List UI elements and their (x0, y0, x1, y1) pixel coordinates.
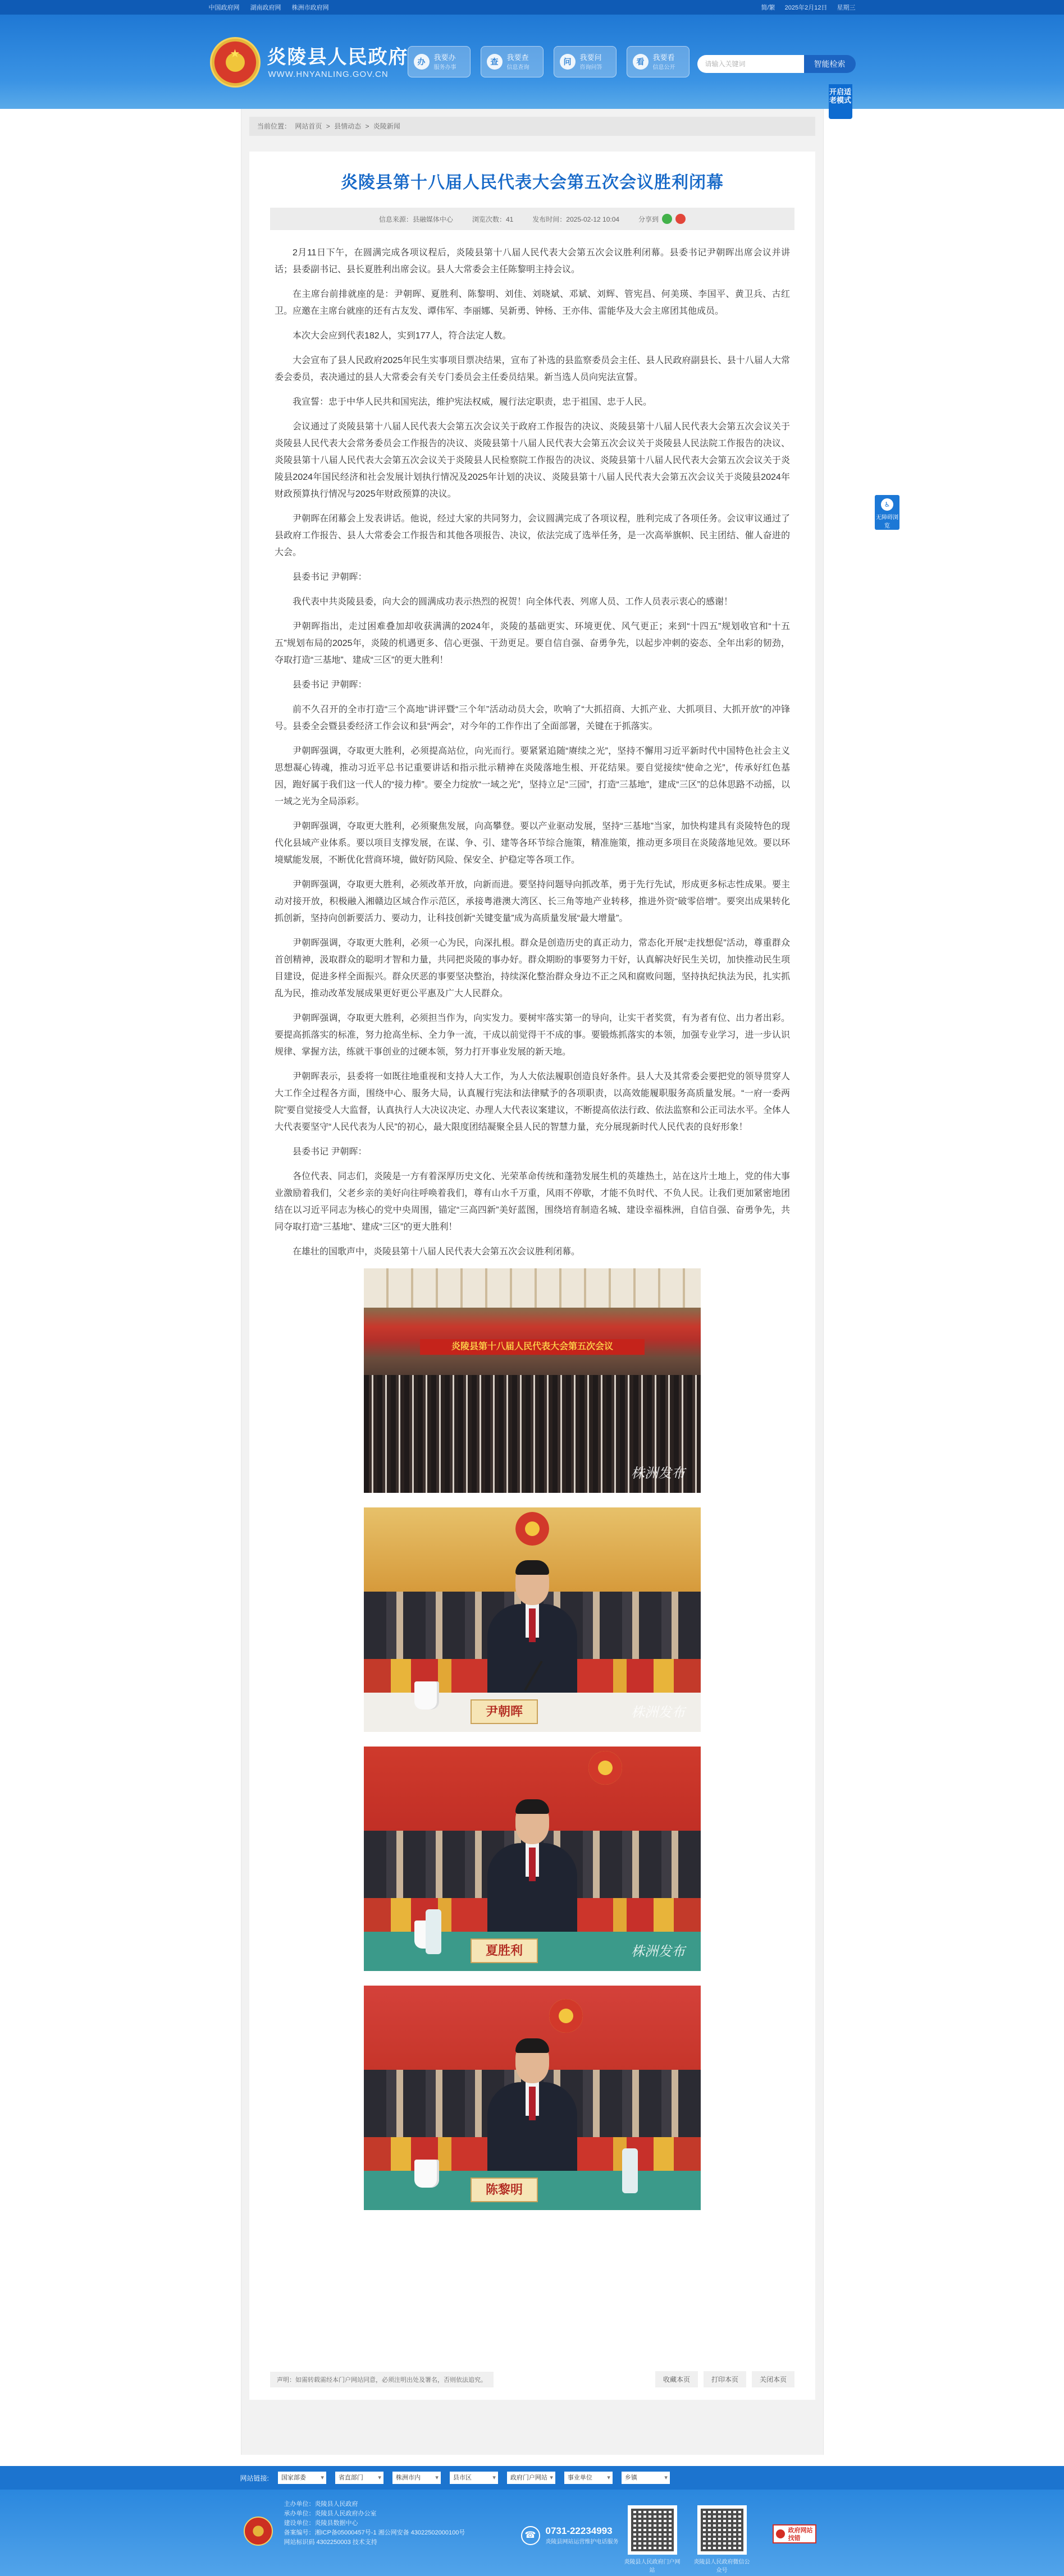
wechat-share-icon[interactable] (662, 214, 672, 224)
article-paragraph: 本次大会应到代表182人，实到177人，符合法定人数。 (293, 331, 512, 341)
speaker-figure (487, 2042, 577, 2176)
bookmark-button[interactable]: 收藏本页 (655, 2371, 698, 2387)
article-source: 信息来源：县融媒体中心 (378, 215, 453, 223)
nameplate: 尹朝晖 (471, 1699, 538, 1724)
reprint-notice: 声明：如需转载需经本门户网站同意，必须注明出处及署名，否则依法追究。 (270, 2372, 494, 2387)
footer-phone (521, 2525, 619, 2545)
footer-line: 主办单位：炎陵县人民政府 (284, 2501, 358, 2508)
link-select[interactable]: 省直部门 ▾ (335, 2472, 383, 2484)
question-icon: 问 (560, 54, 576, 70)
article-paragraph: 县委书记 尹朝晖： (293, 680, 367, 690)
accessibility-label: 无障碍浏览 (876, 515, 898, 529)
quick-sublabel: 信息查询 (506, 64, 529, 71)
emblem-icon (549, 1999, 583, 2033)
quick-label: 我要查 (506, 53, 529, 62)
ceiling (364, 1268, 701, 1308)
emblem-icon (515, 1512, 549, 1546)
speaker-figure (487, 1803, 577, 1937)
tea-cup (414, 2160, 439, 2188)
speaker-photo (364, 1747, 701, 1971)
nameplate: 夏胜利 (471, 1938, 538, 1963)
article-paragraph: 在主席台前排就座的是：尹朝晖、夏胜利、陈黎明、刘佳、刘晓斌、邓斌、刘辉、管宪昌、何美瑛、李国平、黄卫兵、古红卫。应邀在主席台就座的还有古友发、谭伟军、李丽娜、吴新勇、钟杨、王亦伟、雷能华及大会主席团其他成员。 (275, 290, 790, 316)
footer-info (284, 2500, 465, 2547)
main-content (241, 109, 824, 2455)
current-weekday: 星期三 (837, 4, 856, 11)
quick-sublabel: 信息公开 (652, 64, 675, 71)
site-search (697, 55, 856, 73)
phone-icon: ☎ (521, 2526, 540, 2545)
top-link[interactable]: 株洲市政府网 (291, 4, 329, 11)
breadcrumb-section[interactable]: 县情动态 (334, 122, 362, 130)
phone-caption: 炎陵县网站运营维护电话服务 (545, 2539, 619, 2545)
wechat-qr-code (697, 2505, 747, 2555)
current-date: 2025年2月12日 (784, 4, 828, 11)
link-select[interactable]: 县市区 ▾ (450, 2472, 498, 2484)
article-paragraph: 在雄壮的国歌声中，炎陵县第十八届人民代表大会第五次会议胜利闭幕。 (293, 1247, 581, 1257)
elderly-mode-button[interactable]: 开启适老模式 (829, 84, 852, 119)
search-button[interactable]: 智能检索 (804, 55, 856, 73)
article-paragraph: 尹朝晖强调，夺取更大胜利，必须提高站位，向光而行。要紧紧追随“赓续之光”，坚持不懈用习近平新时代中国特色社会主义思想凝心铸魂，推动习近平总书记重要讲话和指示批示精神在炎陵落地生根、开花结果。要自觉接续“使命之光”，传承好红色基因，跑好属于我们这一代人的“接力棒”。要全力绽放“一域之光”，坚持立足“三园”，打造“三基地”，建成“三区”的总体思路不动摇，以一域之光为全局添彩。 (275, 746, 790, 806)
article-actions (655, 2371, 794, 2387)
link-select[interactable]: 事业单位 ▾ (564, 2472, 613, 2484)
breadcrumb-sep: > (365, 122, 369, 130)
link-select[interactable]: 政府门户网站 ▾ (507, 2472, 555, 2484)
footer-line: 建设单位：炎陵县数据中心 (284, 2520, 358, 2527)
quick-sublabel: 咨询问答 (579, 64, 602, 71)
article-paragraph: 前不久召开的全市打造“三个高地”讲评暨“三个年”活动动员大会，吹响了“大抓招商、大抓产业、大抓项目、大抓开放”的冲锋号。县委全会暨县委经济工作会议和县“两会”，对今年的工作作出了全面部署，关键在于抓落实。 (275, 705, 790, 731)
link-select[interactable]: 国家部委 ▾ (278, 2472, 326, 2484)
site-header (0, 15, 1064, 109)
search-input[interactable]: 请输入关键词 (697, 55, 804, 73)
gov-error-report-badge[interactable]: 政府网站找错 (773, 2524, 816, 2543)
site-footer (0, 2490, 1064, 2576)
breadcrumb-current[interactable]: 炎陵新闻 (373, 122, 400, 130)
breadcrumb (249, 117, 815, 136)
close-page-button[interactable]: 关闭本页 (752, 2371, 794, 2387)
top-link[interactable]: 湖南政府网 (250, 4, 281, 11)
article (249, 152, 815, 2400)
accessibility-float-button[interactable] (875, 495, 899, 530)
site-url: WWW.HNYANLING.GOV.CN (268, 70, 389, 79)
quick-sublabel: 服务办事 (433, 64, 456, 71)
article-views: 浏览次数：41 (472, 215, 514, 223)
qr-caption: 炎陵县人民政府门户网站 (624, 2559, 681, 2574)
article-paragraph: 2月11日下午，在圆满完成各项议程后，炎陵县第十八届人民代表大会第五次会议胜利闭幕。县委书记尹朝晖出席会议并讲话；县委副书记、县长夏胜利出席会议。县人大常委会主任陈黎明主持会议。 (275, 248, 790, 274)
quick-label: 我要问 (579, 53, 602, 62)
water-bottle (622, 2148, 638, 2193)
share-label: 分享到 (638, 215, 659, 223)
accessibility-icon: ♿ (881, 498, 893, 511)
quick-service-bar (408, 46, 689, 77)
language-toggle[interactable]: 简/繁 (761, 4, 775, 11)
top-links (209, 3, 338, 12)
meeting-banner: 炎陵县第十八届人民代表大会第五次会议 (420, 1339, 645, 1355)
party-emblem-icon (244, 2517, 273, 2546)
photo-signature: 株洲发布 (631, 1944, 685, 1959)
article-footer-tools (270, 2371, 794, 2387)
emblem-icon (588, 1751, 622, 1785)
article-paragraph: 我代表中共炎陵县委，向大会的圆满成功表示热烈的祝贺！向全体代表、列席人员、工作人员表示衷心的感谢！ (293, 597, 733, 607)
footer-line[interactable]: 备案编号：湘ICP备05000457号-1 湘公网安备 43022502000100号 (284, 2529, 465, 2536)
top-bar (0, 0, 1064, 15)
quick-service-query[interactable] (481, 46, 544, 77)
article-paragraph: 县委书记 尹朝晖： (293, 1147, 367, 1157)
article-title: 炎陵县第十八届人民代表大会第五次会议胜利闭幕 (341, 173, 724, 192)
article-paragraph: 尹朝晖强调，夺取更大胜利，必须担当作为，向实发力。要树牢落实第一的导向，让实干者奖赏，有为者有位、出力者出彩。要提高抓落实的标准，努力抢高坐标、全力争一流，干成以前觉得干不成的事。要锻炼抓落实的本领，加强专业学习，进一步认识规律、掌握方法，练就干事创业的过硬本领，努力打开事业发展的新天地。 (275, 1014, 790, 1057)
footer-line: 网站标识码 4302250003 技术支持 (284, 2539, 377, 2546)
speaker-photo (364, 1986, 701, 2210)
nameplate: 陈黎明 (471, 2178, 538, 2202)
article-paragraph: 县委书记 尹朝晖： (293, 572, 367, 582)
water-bottle (426, 1909, 441, 1954)
quick-label: 我要看 (652, 53, 675, 62)
link-select[interactable]: 株洲市内 ▾ (392, 2472, 441, 2484)
weibo-share-icon[interactable] (675, 214, 686, 224)
article-paragraph: 尹朝晖在闭幕会上发表讲话。他说，经过大家的共同努力，会议圆满完成了各项议程，胜利完成了各项任务。会议审议通过了县政府工作报告、县人大常委会工作报告和其他各项报告、决议，依法完成了选举任务，是一次高举旗帜、民主团结、催人奋进的大会。 (275, 514, 790, 557)
search-doc-icon: 查 (487, 54, 503, 70)
photo-signature: 株洲发布 (631, 1465, 685, 1481)
photo-signature: 株洲发布 (631, 1704, 685, 1720)
share-bar (638, 214, 686, 224)
breadcrumb-home[interactable]: 网站首页 (295, 122, 322, 130)
service-icon: 办 (414, 54, 430, 70)
link-select[interactable]: 乡镇 ▾ (622, 2472, 670, 2484)
article-paragraph: 尹朝晖强调，夺取更大胜利，必须改革开放，向新而进。要坚持问题导向抓改革，勇于先行先试，形成更多标志性成果。要主动对接开放，积极融入湘赣边区域合作示范区，承接粤港澳大湾区、长三角等地产业转移，推进外资“破零倍增”。要突出成果转化抓创新，坚持向创新要活力、要动力，让科技创新“关键变量”成为高质量发展“最大增量”。 (275, 880, 790, 923)
tea-cup (414, 1681, 439, 1709)
article-paragraph: 尹朝晖指出，走过困难叠加却收获满满的2024年，炎陵的基础更实、环境更优、风气更正；来到“十四五”规划收官和“十五五”规划布局的2025年，炎陵的机遇更多、信心更强、干劲更足。要自信自强、奋勇争先，以起步冲刺的姿态、全年出彩的韧劲，夺取打造“三基地”、建成“三区”的更大胜利！ (275, 622, 790, 665)
article-body (270, 230, 794, 2210)
top-link[interactable]: 中国政府网 (208, 4, 240, 11)
article-paragraph: 大会宣布了县人民政府2025年民生实事项目票决结果，宣布了补选的县监察委员会主任、县人民政府副县长、县十八届人大常委会委员，表决通过的县人大常委会有关专门委员会主任委员结果。新当选人员向宪法宣誓。 (275, 356, 790, 382)
quick-label: 我要办 (433, 53, 456, 62)
quick-service-handle[interactable] (408, 46, 471, 77)
eye-icon: 看 (633, 54, 649, 70)
breadcrumb-prefix: 当前位置： (257, 122, 291, 130)
national-emblem-icon (210, 37, 261, 88)
meeting-hall-photo (364, 1268, 701, 1493)
article-paragraph: 尹朝晖表示，县委将一如既往地重视和支持人大工作，为人大依法履职创造良好条件。县人大及其常委会要把党的领导贯穿人大工作全过程各方面，围绕中心、服务大局，认真履行宪法和法律赋予的各项职责，以高效能履职服务高质量发展。“一府一委两院”要自觉接受人大监督，认真执行人大决议决定、办理人大代表议案建议，不断提高依法行政、依法监察和公正司法水平。全体人大代表要坚守“人民代表为人民”的初心，最大限度团结凝聚全县人民的智慧力量，充分展现新时代人民代表的良好形象！ (275, 1072, 790, 1132)
quick-service-view[interactable] (627, 46, 689, 77)
article-meta (270, 208, 794, 230)
article-paragraph: 会议通过了炎陵县第十八届人民代表大会第五次会议关于政府工作报告的决议、炎陵县第十八届人民代表大会第五次会议关于炎陵县人民代表大会常务委员会工作报告的决议、炎陵县第十八届人民代表大会第五次会议关于炎陵县人民法院工作报告的决议、炎陵县第十八届人民代表大会第五次会议关于炎陵县人民检察院工作报告的决议、炎陵县第十八届人民代表大会第五次会议关于炎陵县2024年国民经济和社会发展计划执行情况及2025年计划的决议、炎陵县第十八届人民代表大会第五次会议关于炎陵县2024年财政预算执行情况与2025年财政预算的决议。 (275, 422, 790, 499)
site-links-bar (0, 2466, 1064, 2490)
phone-number: 0731-22234993 (545, 2525, 613, 2536)
article-paragraph: 尹朝晖强调，夺取更大胜利，必须聚焦发展，向高攀登。要以产业驱动发展，坚持“三基地”当家，加快构建具有炎陵特色的现代化县域产业体系。要以项目支撑发展，在谋、争、引、建等各环节综合施策，精准施策，推动更多项目在炎陵落地见效。要以环境赋能发展，不断优化营商环境，做好防风险、保安全、护稳定等各项工作。 (275, 822, 790, 865)
quick-service-ask[interactable] (554, 46, 617, 77)
article-publish-time: 发布时间：2025-02-12 10:04 (532, 215, 620, 223)
print-button[interactable]: 打印本页 (704, 2371, 746, 2387)
qr-caption: 炎陵县人民政府微信公众号 (693, 2559, 750, 2574)
speaker-photo (364, 1507, 701, 1732)
site-title[interactable]: 炎陵县人民政府 (267, 46, 409, 68)
website-qr-code (628, 2505, 677, 2555)
footer-line: 承办单位：炎陵县人民政府办公室 (284, 2510, 377, 2517)
breadcrumb-sep: > (326, 122, 330, 130)
links-label: 网站链接: (240, 2474, 269, 2482)
article-paragraph: 各位代表、同志们，炎陵是一方有着深厚历史文化、光荣革命传统和蓬勃发展生机的英雄热土，站在这片土地上，党的伟大事业激励着我们，父老乡亲的美好向往呼唤着我们，尊有山水千万重，风雨不停歇，才能不负时代、不负人民。让我们更加紧密地团结在以习近平同志为核心的党中央周围，锚定“三高四新”美好蓝图，围绕培育制造名城、建设幸福株洲，自信自强、奋勇争先，共同夺取打造“三基地”、建成“三区”的更大胜利！ (275, 1172, 790, 1232)
article-paragraph: 尹朝晖强调，夺取更大胜利，必须一心为民，向深扎根。群众是创造历史的真正动力，常态化开展“走找想促”活动，尊重群众首创精神，汲取群众的聪明才智和力量，共同把炎陵的事办好。群众期盼的事要努力干好，认真解决好民生关切，加快推动民生项目建设，促进多样全面振兴。群众厌恶的事要坚决整治，持续深化整治群众身边不正之风和腐败问题，坚持执纪执法为民，扎实抓乱为民，推动改革发展成果更好更公平惠及广大人民群众。 (275, 938, 790, 998)
article-paragraph: 我宣誓：忠于中华人民共和国宪法，维护宪法权威，履行法定职责，忠于祖国、忠于人民。 (293, 397, 652, 407)
top-right (753, 3, 855, 12)
